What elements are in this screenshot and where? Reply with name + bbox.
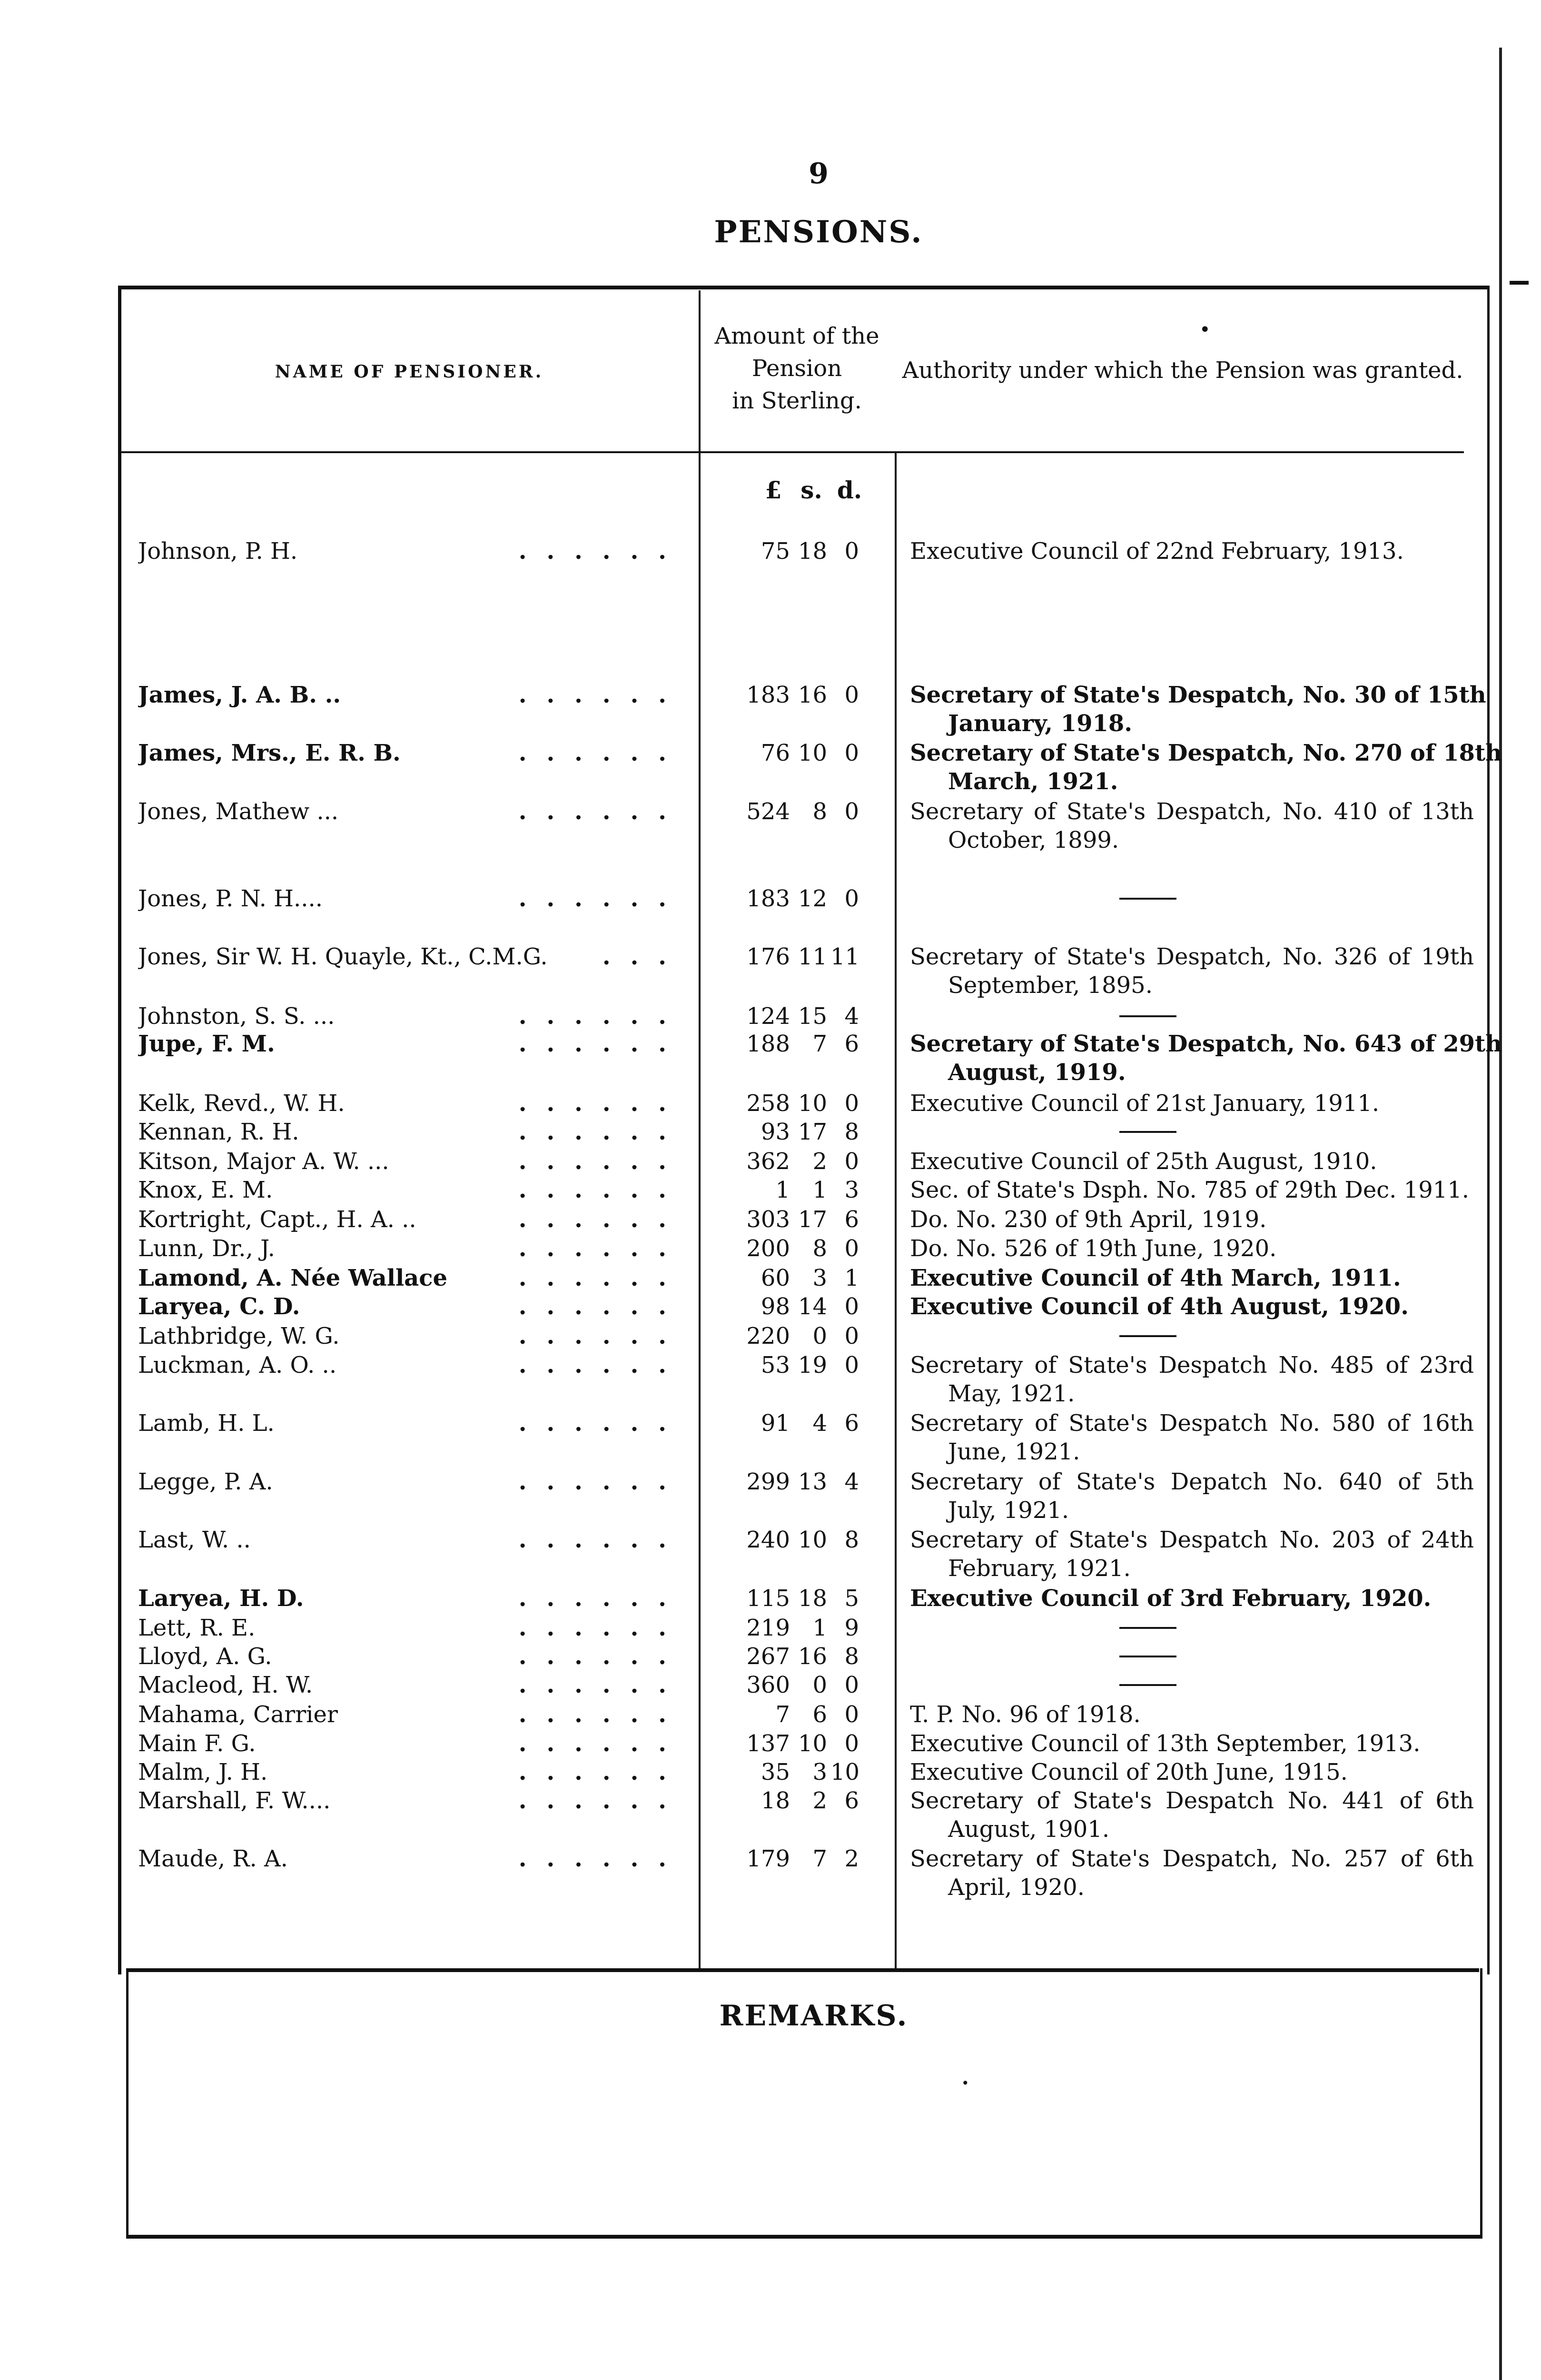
pensioner-name: Laryea, C. D. (138, 1293, 300, 1320)
amount-pounds: 1 (775, 1177, 790, 1203)
pensioner-name-cell (138, 1205, 695, 1234)
authority-line-1: Executive Council of 25th August, 1910. (910, 1148, 1377, 1175)
amount-shillings: 1 (812, 1615, 827, 1641)
pensioner-name: Lloyd, A. G. (138, 1643, 272, 1670)
amount-shillings: 18 (798, 538, 827, 565)
table-row (0, 1292, 1541, 1321)
pensioner-name-cell (138, 1642, 695, 1671)
table-row (0, 1468, 1541, 1524)
pensioner-name: Knox, E. M. (138, 1177, 273, 1203)
amount-pounds: 124 (746, 1003, 790, 1030)
pensioner-name-cell (138, 1614, 695, 1642)
pensioner-name: Last, W. .. (138, 1527, 251, 1553)
amount-shillings: 10 (798, 1090, 827, 1117)
amount-pounds: 183 (746, 885, 790, 912)
amount-pounds: 137 (746, 1730, 790, 1757)
authority-line-1: Executive Council of 22nd February, 1913. (910, 538, 1404, 565)
pensioner-name: Maude, R. A. (138, 1845, 288, 1872)
dot-leaders: ... (602, 943, 686, 970)
header-rule (118, 451, 1464, 453)
dot-leaders: ...... (518, 1410, 686, 1437)
header-amount (701, 320, 893, 417)
pensioner-name: Johnson, P. H. (138, 538, 298, 565)
dot-leaders: ...... (518, 798, 686, 825)
pensioner-name-cell (138, 1526, 695, 1554)
authority-cell (910, 942, 1474, 1000)
dot-leaders: ...... (518, 1293, 686, 1320)
pensioner-name-cell (138, 797, 695, 826)
amount-pence: 0 (844, 1148, 859, 1175)
amount-pence: 0 (844, 1672, 859, 1698)
amount-pence: 0 (844, 798, 859, 825)
authority-line-2: August, 1919. (948, 1059, 1126, 1086)
authority-line-1: Secretary of State's Despatch, No. 30 of 15th (910, 682, 1486, 708)
header-authority: Authority under which the Pension was granted. (902, 357, 1463, 384)
table-row (0, 1234, 1541, 1263)
amount-pounds: 98 (761, 1293, 790, 1320)
unit-pence: d. (837, 476, 862, 504)
authority-cell (910, 1322, 1474, 1337)
amount-pounds: 7 (775, 1701, 790, 1728)
authority-line-2: May, 1921. (948, 1380, 1075, 1407)
authority-line-2: January, 1918. (948, 710, 1133, 737)
amount-pence: 0 (844, 885, 859, 912)
amount-shillings: 0 (812, 1323, 827, 1349)
amount-shillings: 13 (798, 1468, 827, 1495)
table-row (0, 942, 1541, 999)
authority-dash (1119, 1656, 1176, 1657)
authority-line-1: Executive Council of 4th August, 1920. (910, 1293, 1409, 1320)
authority-line-1: Secretary of State's Despatch, No. 270 of 18th (910, 740, 1502, 766)
amount-pence: 6 (844, 1206, 859, 1233)
amount-pence: 0 (844, 682, 859, 708)
pensioner-name: Jones, Mathew ... (138, 798, 339, 825)
dot-leaders: ...... (518, 1787, 686, 1814)
authority-line-1: Executive Council of 13th September, 1913. (910, 1730, 1421, 1757)
dot-leaders: ...... (518, 1468, 686, 1495)
pensioner-name-cell (138, 1700, 695, 1729)
amount-pence: 0 (844, 1701, 859, 1728)
amount-shillings: 10 (798, 1527, 827, 1553)
authority-line-2: September, 1895. (948, 972, 1153, 999)
unit-pounds: £ (765, 476, 782, 504)
authority-line-1: Secretary of State's Despatch, No. 643 of 29th (910, 1031, 1502, 1057)
pensioner-name: James, Mrs., E. R. B. (138, 740, 401, 766)
pensioner-name-cell (138, 1030, 695, 1058)
authority-cell (910, 1786, 1474, 1844)
amount-shillings: 3 (812, 1265, 827, 1291)
authority-cell (910, 1351, 1474, 1408)
amount-pence: 4 (844, 1468, 859, 1495)
amount-pounds: 188 (746, 1031, 790, 1057)
authority-cell (910, 1642, 1474, 1657)
page-title: PENSIONS. (714, 214, 923, 250)
amount-pence: 0 (844, 1235, 859, 1262)
authority-cell (910, 1844, 1474, 1902)
amount-pounds: 179 (746, 1845, 790, 1872)
pensioner-name-cell (138, 1468, 695, 1496)
authority-line-2: October, 1899. (948, 827, 1119, 853)
pensioner-name: Kennan, R. H. (138, 1119, 299, 1145)
amount-pounds: 91 (761, 1410, 790, 1437)
dot-leaders: ...... (518, 1730, 686, 1757)
table-row (0, 1089, 1541, 1118)
pensioner-name-cell (138, 1729, 695, 1758)
dot-leaders: ...... (518, 682, 686, 708)
amount-pence: 0 (844, 1090, 859, 1117)
pensioner-name: Jupe, F. M. (138, 1031, 275, 1057)
pensioner-name: Johnston, S. S. ... (138, 1003, 335, 1030)
authority-line-2: February, 1921. (948, 1555, 1131, 1582)
dot-leaders: ...... (518, 1119, 686, 1145)
header-amount-line-2: Pension (751, 355, 842, 382)
pensioner-name: Lamond, A. Née Wallace (138, 1265, 448, 1291)
amount-pounds: 18 (761, 1787, 790, 1814)
header-name-of-pensioner: NAME OF PENSIONER. (275, 362, 544, 382)
authority-line-1: Secretary of State's Despatch No. 441 of 6th (910, 1787, 1474, 1814)
dot-leaders: ...... (518, 1003, 686, 1030)
dot-leaders: ...... (518, 1845, 686, 1872)
amount-shillings: 2 (812, 1787, 827, 1814)
table-row (0, 884, 1541, 913)
pensioner-name-cell (138, 1409, 695, 1438)
amount-shillings: 15 (798, 1003, 827, 1030)
table-row (0, 1322, 1541, 1350)
authority-cell (910, 1292, 1474, 1321)
dot-leaders: ...... (518, 885, 686, 912)
authority-line-1: Executive Council of 3rd February, 1920. (910, 1585, 1432, 1612)
authority-line-1: Secretary of State's Despatch, No. 410 of 13th (910, 798, 1474, 825)
amount-pence: 3 (844, 1177, 859, 1203)
amount-pounds: 258 (746, 1090, 790, 1117)
dot-leaders: ...... (518, 1527, 686, 1553)
page-number: 9 (809, 157, 829, 190)
pensioner-name: Mahama, Carrier (138, 1701, 338, 1728)
authority-line-1: Secretary of State's Despatch, No. 257 of 6th (910, 1845, 1474, 1872)
amount-shillings: 7 (812, 1031, 827, 1057)
amount-shillings: 17 (798, 1206, 827, 1233)
authority-line-2: April, 1920. (948, 1874, 1085, 1901)
table-row (0, 1118, 1541, 1146)
authority-cell (910, 681, 1486, 738)
table-row (0, 1002, 1541, 1031)
table-row (0, 1409, 1541, 1465)
pensioner-name-cell (138, 884, 695, 913)
amount-pence: 6 (844, 1787, 859, 1814)
authority-dash (1119, 1131, 1176, 1133)
authority-line-1: Secretary of State's Depatch No. 640 of 5th (910, 1468, 1474, 1495)
authority-cell (910, 1671, 1474, 1686)
pensioner-name-cell (138, 1147, 695, 1176)
pensioner-name: Kortright, Capt., H. A. .. (138, 1206, 416, 1233)
pensioner-name-cell (138, 1322, 695, 1350)
header-amount-line-3: in Sterling. (732, 387, 862, 414)
pensioner-name-cell (138, 1176, 695, 1204)
table-row (0, 1526, 1541, 1582)
amount-shillings: 1 (812, 1177, 827, 1203)
amount-pence: 4 (844, 1003, 859, 1030)
authority-cell (910, 1147, 1474, 1176)
dot-leaders: ...... (518, 740, 686, 766)
pensioner-name: Kelk, Revd., W. H. (138, 1090, 345, 1117)
table-row (0, 537, 1541, 565)
authority-line-1: Secretary of State's Despatch No. 580 of 16th (910, 1410, 1474, 1437)
authority-cell (910, 1409, 1474, 1466)
authority-cell (910, 797, 1474, 854)
page-edge-tick (1510, 281, 1529, 285)
dot-leaders: ...... (518, 1323, 686, 1349)
table-row (0, 1205, 1541, 1234)
pensioner-name-cell (138, 1844, 695, 1873)
amount-pounds: 362 (746, 1148, 790, 1175)
table-row (0, 1642, 1541, 1671)
authority-line-1: Executive Council of 4th March, 1911. (910, 1265, 1401, 1291)
table-row (0, 1729, 1541, 1758)
amount-pounds: 524 (746, 798, 790, 825)
pensioner-name-cell (138, 942, 695, 971)
pensioner-name: Malm, J. H. (138, 1759, 268, 1785)
authority-line-1: Executive Council of 20th June, 1915. (910, 1759, 1348, 1785)
pensioner-name-cell (138, 1758, 695, 1786)
table-row (0, 1614, 1541, 1642)
amount-pounds: 220 (746, 1323, 790, 1349)
dot-leaders: ...... (518, 1759, 686, 1785)
amount-pounds: 183 (746, 682, 790, 708)
amount-shillings: 10 (798, 1730, 827, 1757)
pensioner-name: Luckman, A. O. .. (138, 1352, 337, 1378)
authority-line-1: Executive Council of 21st January, 1911. (910, 1090, 1380, 1117)
authority-line-2: August, 1901. (948, 1816, 1110, 1843)
table-row (0, 1844, 1541, 1901)
dot-leaders: ...... (518, 1701, 686, 1728)
authority-cell (910, 1264, 1474, 1292)
amount-shillings: 17 (798, 1119, 827, 1145)
authority-line-1: Sec. of State's Dsph. No. 785 of 29th Dec. 1911. (910, 1177, 1470, 1203)
pensioner-name-cell (138, 1118, 695, 1146)
authority-cell (910, 1118, 1474, 1133)
authority-line-1: T. P. No. 96 of 1918. (910, 1701, 1141, 1728)
amount-pence: 6 (844, 1031, 859, 1057)
table-row (0, 1671, 1541, 1699)
amount-pence: 11 (830, 943, 860, 970)
dot-leaders: ...... (518, 1090, 686, 1117)
table-row (0, 797, 1541, 853)
table-row (0, 1264, 1541, 1292)
header-amount-line-1: Amount of the (714, 323, 879, 349)
dot-leaders: ...... (518, 1615, 686, 1641)
authority-line-1: Secretary of State's Despatch, No. 326 of 19th (910, 943, 1474, 970)
pensioner-name: Lathbridge, W. G. (138, 1323, 340, 1349)
amount-pence: 8 (844, 1527, 859, 1553)
amount-pence: 9 (844, 1615, 859, 1641)
units-row (754, 476, 869, 504)
amount-shillings: 11 (798, 943, 827, 970)
amount-shillings: 18 (798, 1585, 827, 1612)
pensioner-name: Kitson, Major A. W. ... (138, 1148, 389, 1175)
amount-shillings: 0 (812, 1672, 827, 1698)
table-row (0, 1176, 1541, 1204)
table-row (0, 739, 1541, 795)
amount-shillings: 4 (812, 1410, 827, 1437)
pensioner-name-cell (138, 1671, 695, 1699)
remarks-title: REMARKS. (719, 1999, 909, 2033)
dot-leaders: ...... (518, 1352, 686, 1378)
authority-cell (910, 1700, 1474, 1729)
pensioner-name-cell (138, 1351, 695, 1379)
authority-dash (1119, 1684, 1176, 1686)
authority-dash (1119, 1015, 1176, 1017)
authority-cell (910, 1030, 1502, 1087)
amount-shillings: 10 (798, 740, 827, 766)
authority-cell (910, 1234, 1474, 1263)
pensioner-name-cell (138, 681, 695, 709)
authority-line-2: March, 1921. (948, 768, 1118, 795)
amount-shillings: 19 (798, 1352, 827, 1378)
amount-shillings: 2 (812, 1148, 827, 1175)
dot-leaders: ...... (518, 1235, 686, 1262)
amount-pounds: 60 (761, 1265, 790, 1291)
authority-line-2: June, 1921. (948, 1438, 1080, 1465)
table-row (0, 1147, 1541, 1176)
pensioner-name: Marshall, F. W.... (138, 1787, 331, 1814)
authority-cell (910, 1205, 1474, 1234)
amount-shillings: 3 (812, 1759, 827, 1785)
table-row (0, 1700, 1541, 1729)
amount-pounds: 115 (746, 1585, 790, 1612)
amount-pence: 2 (844, 1845, 859, 1872)
amount-pence: 8 (844, 1643, 859, 1670)
authority-cell (910, 1758, 1474, 1786)
pensioner-name-cell (138, 739, 695, 767)
table-row (0, 1786, 1541, 1843)
pensioner-name: Macleod, H. W. (138, 1672, 313, 1698)
pensioner-name: Main F. G. (138, 1730, 256, 1757)
pensioner-name-cell (138, 1786, 695, 1815)
authority-cell (910, 1176, 1474, 1204)
pensioner-name: Lamb, H. L. (138, 1410, 275, 1437)
header-dot-mark: • (1199, 319, 1211, 341)
authority-cell (910, 1468, 1474, 1525)
dot-leaders: ...... (518, 1643, 686, 1670)
authority-cell (910, 537, 1474, 565)
pensioner-name-cell (138, 1292, 695, 1321)
remarks-dot-mark: • (961, 2075, 969, 2091)
pensioner-name-cell (138, 1002, 695, 1031)
pensioner-name-cell (138, 1089, 695, 1118)
amount-pounds: 53 (761, 1352, 790, 1378)
pensioner-name: Lett, R. E. (138, 1615, 256, 1641)
pensioner-name: Jones, Sir W. H. Quayle, Kt., C.M.G. (138, 943, 548, 970)
pensioner-name: Jones, P. N. H.... (138, 885, 323, 912)
amount-pence: 6 (844, 1410, 859, 1437)
authority-cell (910, 1584, 1474, 1613)
authority-cell (910, 1002, 1474, 1017)
amount-pounds: 240 (746, 1527, 790, 1553)
amount-pounds: 303 (746, 1206, 790, 1233)
authority-cell (910, 1526, 1474, 1583)
unit-shillings: s. (800, 476, 822, 504)
amount-pence: 0 (844, 1323, 859, 1349)
amount-pounds: 93 (761, 1119, 790, 1145)
amount-shillings: 8 (812, 1235, 827, 1262)
amount-pounds: 76 (761, 740, 790, 766)
amount-pence: 10 (830, 1759, 860, 1785)
amount-shillings: 12 (798, 885, 827, 912)
pensioner-name: Lunn, Dr., J. (138, 1235, 275, 1262)
pensioner-name-cell (138, 1264, 695, 1292)
amount-pence: 0 (844, 1730, 859, 1757)
dot-leaders: ...... (518, 1177, 686, 1203)
amount-pounds: 75 (761, 538, 790, 565)
dot-leaders: ...... (518, 1585, 686, 1612)
amount-shillings: 16 (798, 682, 827, 708)
amount-shillings: 16 (798, 1643, 827, 1670)
table-row (0, 681, 1541, 737)
amount-shillings: 6 (812, 1701, 827, 1728)
dot-leaders: ...... (518, 1148, 686, 1175)
authority-dash (1119, 1627, 1176, 1629)
authority-dash (1119, 898, 1176, 900)
amount-pounds: 176 (746, 943, 790, 970)
dot-leaders: ...... (518, 1265, 686, 1291)
amount-pence: 5 (844, 1585, 859, 1612)
authority-line-1: Do. No. 526 of 19th June, 1920. (910, 1235, 1277, 1262)
table-row (0, 1758, 1541, 1786)
amount-shillings: 14 (798, 1293, 827, 1320)
authority-dash (1119, 1335, 1176, 1337)
amount-pence: 8 (844, 1119, 859, 1145)
amount-shillings: 8 (812, 798, 827, 825)
amount-pence: 0 (844, 740, 859, 766)
pensioner-name-cell (138, 1234, 695, 1263)
amount-pounds: 219 (746, 1615, 790, 1641)
table-row (0, 1351, 1541, 1407)
amount-shillings: 7 (812, 1845, 827, 1872)
table-row (0, 1584, 1541, 1613)
authority-line-1: Secretary of State's Despatch No. 485 of 23rd (910, 1352, 1474, 1378)
amount-pounds: 35 (761, 1759, 790, 1785)
authority-cell (910, 739, 1502, 796)
amount-pence: 0 (844, 1293, 859, 1320)
authority-line-1: Secretary of State's Despatch No. 203 of 24th (910, 1527, 1474, 1553)
amount-pounds: 200 (746, 1235, 790, 1262)
amount-pounds: 360 (746, 1672, 790, 1698)
amount-pence: 1 (844, 1265, 859, 1291)
authority-cell (910, 884, 1474, 900)
amount-pence: 0 (844, 1352, 859, 1378)
dot-leaders: ...... (518, 1031, 686, 1057)
authority-line-2: July, 1921. (948, 1497, 1069, 1524)
pensioner-name-cell (138, 537, 695, 565)
dot-leaders: ...... (518, 1206, 686, 1233)
dot-leaders: ...... (518, 1672, 686, 1698)
pensioner-name: Legge, P. A. (138, 1468, 273, 1495)
dot-leaders: ...... (518, 538, 686, 565)
pensioner-name: Laryea, H. D. (138, 1585, 304, 1612)
pensioner-name: James, J. A. B. .. (138, 682, 341, 708)
authority-line-1: Do. No. 230 of 9th April, 1919. (910, 1206, 1267, 1233)
pensioner-name-cell (138, 1584, 695, 1613)
amount-pounds: 299 (746, 1468, 790, 1495)
amount-pence: 0 (844, 538, 859, 565)
amount-pounds: 267 (746, 1643, 790, 1670)
authority-cell (910, 1089, 1474, 1118)
authority-cell (910, 1729, 1474, 1758)
authority-cell (910, 1614, 1474, 1629)
table-row (0, 1030, 1541, 1086)
